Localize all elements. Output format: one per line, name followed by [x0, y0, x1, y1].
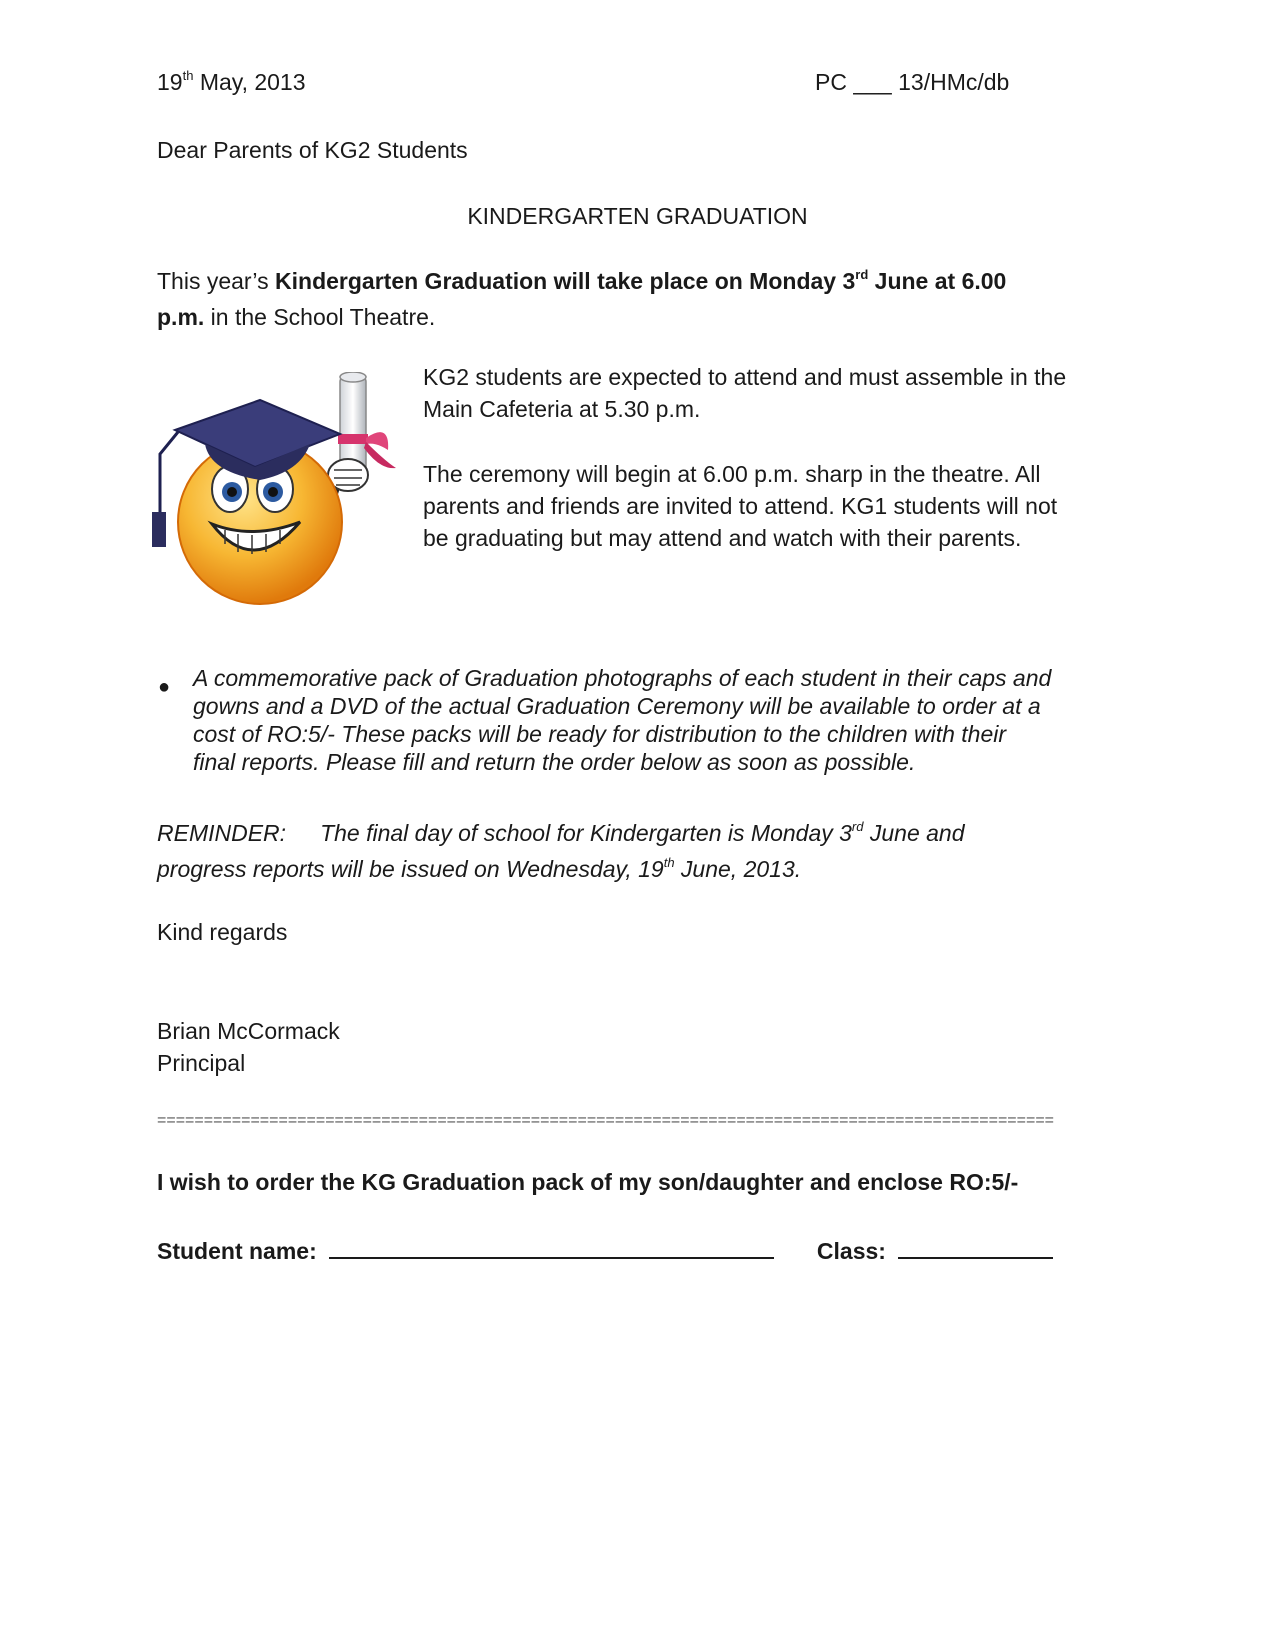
graduate-smiley-icon — [150, 372, 412, 622]
order-statement: I wish to order the KG Graduation pack of my son/daughter and enclose RO:5/- — [157, 1169, 1019, 1195]
signature-block — [157, 1015, 340, 1079]
salutation: Dear Parents of KG2 Students — [157, 137, 468, 163]
reminder-label: REMINDER: — [157, 820, 287, 846]
signatory-name: Brian McCormack — [157, 1018, 340, 1044]
class-label: Class: — [816, 1238, 886, 1264]
order-form-fields — [157, 1233, 1053, 1267]
reminder-paragraph: REMINDER: The final day of school for Kindergarten is Monday 3rd June and progress reports will be issued on Wednesday, 19th June, 2013. — [157, 819, 965, 882]
kg2-assembly-paragraph: KG2 students are expected to attend and must assemble in the Main Cafeteria at 5.30 p.m. — [423, 364, 1067, 422]
signatory-role: Principal — [157, 1050, 246, 1076]
commemorative-pack-paragraph: A commemorative pack of Graduation photographs of each student in their caps and gowns and a DVD of the actual Graduation Ceremony will be available to order at a cost of RO:5/- These packs will be ready for distribution to the children with their final reports. Please fill and return the order below as soon as possible. — [193, 665, 1052, 775]
letter-date: 19th May, 2013 — [157, 68, 306, 95]
graduate-smiley-clipart — [150, 372, 412, 622]
intro-paragraph: This year’s Kindergarten Graduation will take place on Monday 3rd June at 6.00 p.m. in the School Theatre. — [157, 267, 1007, 330]
class-field[interactable] — [898, 1233, 1053, 1259]
ceremony-paragraph: The ceremony will begin at 6.00 p.m. sharp in the theatre. All parents and friends are invited to attend. KG1 students will not be graduating but may attend and watch with their parents. — [423, 461, 1058, 551]
page-title: KINDERGARTEN GRADUATION — [467, 203, 808, 229]
reference-code: PC ___ 13/HMc/db — [815, 69, 1010, 95]
student-name-field[interactable] — [329, 1233, 774, 1259]
closing: Kind regards — [157, 919, 288, 945]
bullet-marker: ● — [158, 676, 171, 698]
student-name-label: Student name: — [157, 1238, 317, 1264]
tear-off-separator: ================================================================================================ — [157, 1112, 1054, 1129]
